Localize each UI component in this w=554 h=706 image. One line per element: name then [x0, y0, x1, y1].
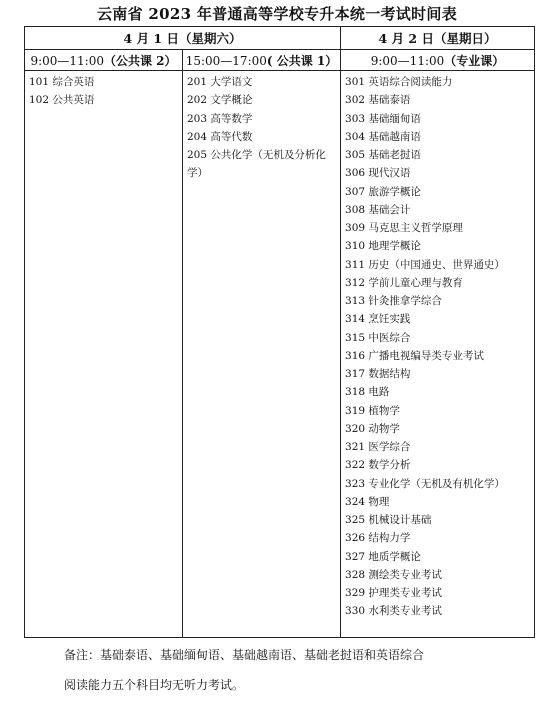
subject-item: 301 英语综合阅读能力 [345, 76, 453, 88]
exam-schedule-table [24, 26, 535, 638]
subject-item: 304 基础越南语 [345, 130, 421, 143]
session-time: 9:00—11:00 [30, 53, 104, 68]
subject-item: 202 文学概论 [187, 94, 253, 107]
subject-item: 306 现代汉语 [345, 167, 411, 180]
subject-item: 302 基础泰语 [345, 94, 411, 107]
subject-item: 322 数学分析 [345, 459, 411, 472]
session-header-public1 [183, 50, 341, 71]
public2-subjects-cell [25, 71, 183, 638]
subject-item: 317 数据结构 [345, 368, 411, 380]
session-type: ( 公共课 1） [266, 53, 338, 68]
session-header-row [25, 50, 535, 71]
subject-item: 204 高等代数 [187, 130, 253, 143]
subject-item: 311 历史（中国通史、世界通史） [345, 258, 505, 271]
subject-item: 324 物理 [345, 495, 390, 508]
subject-item: 326 结构力学 [345, 532, 411, 545]
major-subjects-cell [341, 71, 535, 638]
subject-item: 310 地理学概论 [345, 240, 421, 253]
subject-item: 315 中医综合 [345, 331, 411, 344]
footnote-line-2: 阅读能力五个科目均无听力考试。 [64, 678, 245, 692]
subject-item: 328 测绘类专业考试 [345, 568, 442, 581]
public1-subject-list [183, 71, 340, 183]
subject-item: 321 医学综合 [345, 441, 411, 453]
session-type: （专业课） [444, 53, 505, 68]
page-title: 云南省 2023 年普通高等学校专升本统一考试时间表 [97, 5, 457, 23]
subject-item: 305 基础老挝语 [345, 149, 421, 161]
subject-item: 313 针灸推拿学综合 [345, 295, 442, 307]
session-type: （公共课 2） [104, 53, 177, 68]
subject-item: 316 广播电视编导类专业考试 [345, 349, 484, 362]
footnote-line-1: 备注：基础泰语、基础缅甸语、基础越南语、基础老挝语和英语综合 [64, 648, 425, 662]
session-time: 9:00—11:00 [370, 53, 445, 68]
subject-item: 203 高等数学 [187, 112, 253, 125]
subject-item: 308 基础会计 [345, 203, 411, 216]
day-header-row [25, 27, 535, 50]
subject-item: 312 学前儿童心理与教育 [345, 276, 463, 289]
subject-item: 205 公共化学（无机及分析化学） [187, 149, 326, 180]
day-header-apr2: 4 月 2 日（星期日） [341, 27, 535, 50]
subject-item: 320 动物学 [345, 422, 400, 435]
subject-item: 329 护理类专业考试 [345, 587, 442, 599]
subject-item: 318 电路 [345, 386, 390, 399]
subject-item: 327 地质学概论 [345, 550, 421, 563]
subject-item: 309 马克思主义哲学原理 [345, 222, 463, 234]
subject-item: 201 大学语文 [187, 76, 253, 88]
major-subject-list [341, 71, 534, 621]
session-header-public2 [25, 50, 183, 71]
subject-item: 323 专业化学（无机及有机化学） [345, 477, 505, 490]
subject-item: 303 基础缅甸语 [345, 112, 421, 125]
session-header-major [341, 50, 535, 71]
public2-subject-list [25, 71, 182, 110]
public1-subjects-cell [183, 71, 341, 638]
subjects-row [25, 71, 535, 638]
session-time: 15:00—17:00 [185, 53, 267, 68]
subject-item: 319 植物学 [345, 404, 400, 417]
subject-item: 102 公共英语 [29, 94, 95, 107]
subject-item: 314 烹饪实践 [345, 313, 411, 326]
footnote [64, 640, 524, 700]
subject-item: 101 综合英语 [29, 76, 95, 88]
subject-item: 325 机械设计基础 [345, 514, 432, 526]
day-header-apr1: 4 月 1 日（星期六） [25, 27, 341, 50]
subject-item: 307 旅游学概论 [345, 185, 421, 198]
subject-item: 330 水利类专业考试 [345, 605, 442, 618]
